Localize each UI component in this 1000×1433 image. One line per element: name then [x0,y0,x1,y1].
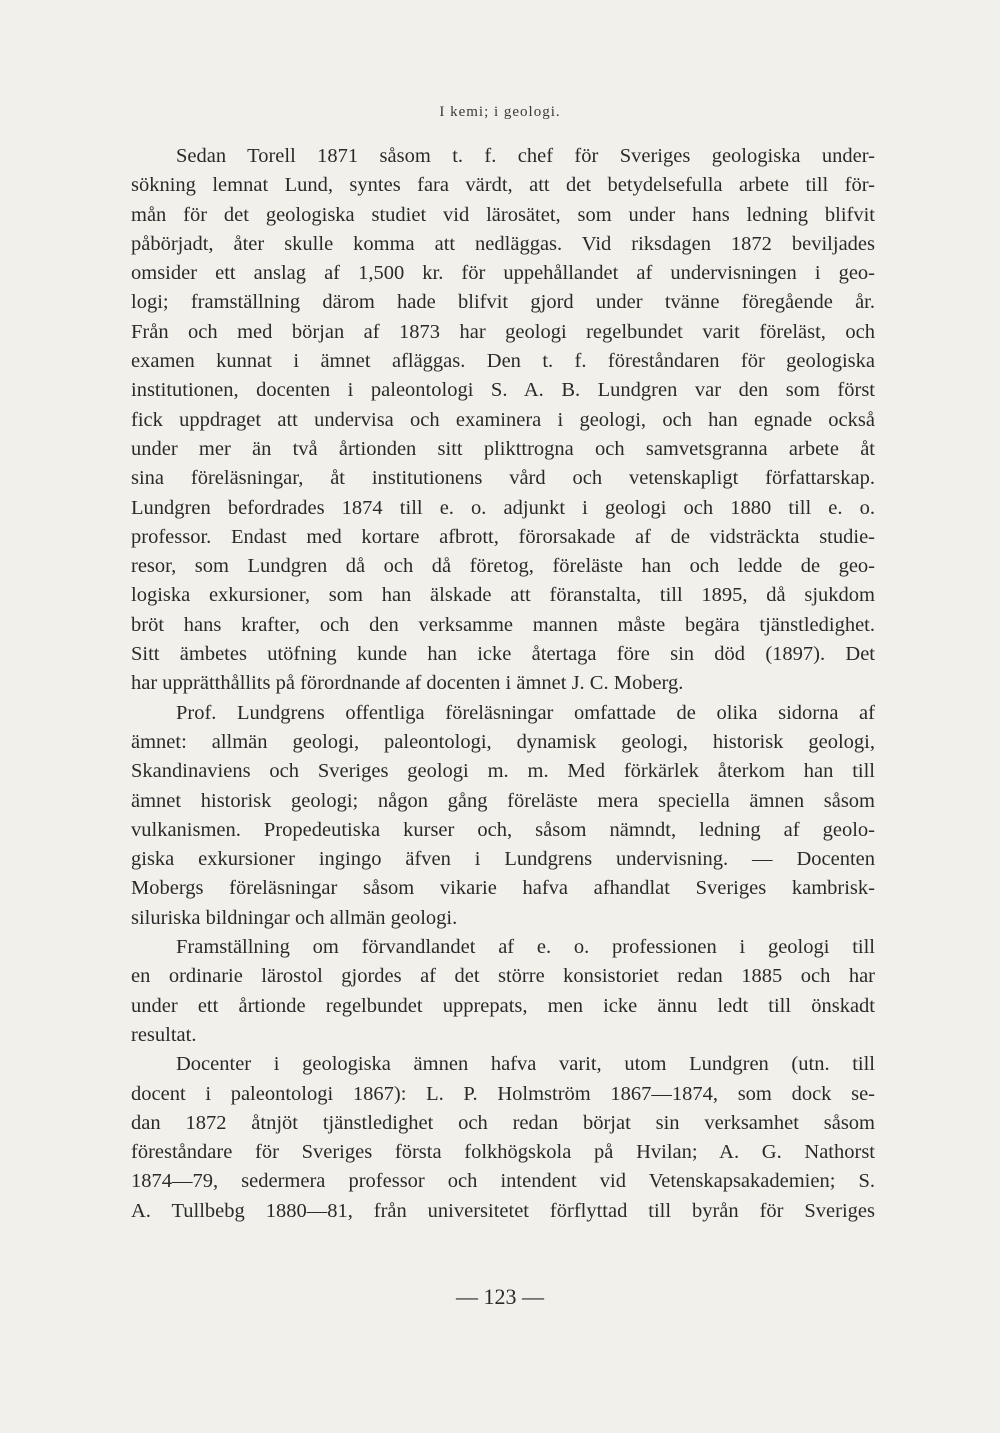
text-line: resultat. [131,1023,197,1046]
text-line: under mer än två årtionden sitt plikttrogna och samvetsgranna arbete åt [131,437,875,460]
text-line: har upprätthållits på förordnande af docenten i ämnet J. C. Moberg. [131,672,684,695]
text-line: en ordinarie lärostol gjordes af det större konsistoriet redan 1885 och har [131,965,875,988]
text-line: ämnet: allmän geologi, paleontologi, dynamisk geologi, historisk geologi, [131,730,875,753]
text-line: dan 1872 åtnjöt tjänstledighet och redan börjat sin verksamhet såsom [131,1111,875,1134]
page-number: — 123 — [456,1284,544,1309]
text-line: fick uppdraget att undervisa och examinera i geologi, och han egnade också [131,408,875,431]
text-line: vulkanismen. Propedeutiska kurser och, såsom nämndt, ledning af geolo- [131,818,875,841]
text-line: omsider ett anslag af 1,500 kr. för uppehållandet af undervisningen i geo- [131,262,875,285]
text-line: institutionen, docenten i paleontologi S. A. B. Lundgren var den som först [131,379,875,402]
text-line: 1874—79, sedermera professor och intendent vid Vetenskapsakademien; S. [131,1170,875,1193]
text-line: professor. Endast med kortare afbrott, förorsakade af de vidsträckta studie- [131,525,875,548]
text-line: A. Tullbebg 1880—81, från universitetet förflyttad till byrån för Sveriges [131,1199,875,1222]
text-line: Sedan Torell 1871 såsom t. f. chef för Sveriges geologiska under- [176,145,875,167]
text-line: resor, som Lundgren då och då företog, föreläste han och ledde de geo- [131,555,875,578]
text-line: docent i paleontologi 1867): L. P. Holmström 1867—1874, som dock se- [131,1082,875,1105]
text-line: Lundgren befordrades 1874 till e. o. adjunkt i geologi och 1880 till e. o. [131,496,875,519]
text-line: sina föreläsningar, åt institutionens vård och vetenskapligt författarskap. [131,467,875,490]
body-text [131,142,875,1226]
text-line: Mobergs föreläsningar såsom vikarie hafva afhandlat Sveriges kambrisk- [131,877,875,900]
text-line: Docenter i geologiska ämnen hafva varit, utom Lundgren (utn. till [176,1053,875,1076]
text-line: mån för det geologiska studiet vid lärosätet, som under hans ledning blifvit [131,203,875,226]
text-line: Prof. Lundgrens offentliga föreläsningar omfattade de olika sidorna af [176,701,875,724]
text-line: ämnet historisk geologi; någon gång föreläste mera speciella ämnen såsom [131,789,875,812]
text-line: giska exkursioner ingingo äfven i Lundgrens undervisning. — Docenten [131,848,875,871]
running-head: I kemi; i geologi. [439,104,561,120]
text-line: Framställning om förvandlandet af e. o. professionen i geologi till [176,936,875,959]
text-line: Sitt ämbetes utöfning kunde han icke återtaga före sin död (1897). Det [131,643,875,666]
text-line: Skandinaviens och Sveriges geologi m. m. Med förkärlek återkom han till [131,760,875,783]
text-line: examen kunnat i ämnet afläggas. Den t. f. föreståndaren för geologiska [131,350,875,373]
text-line: under ett årtionde regelbundet upprepats, men icke ännu ledt till önskadt [131,994,875,1017]
text-line: logiska exkursioner, som han älskade att föranstalta, till 1895, då sjukdom [131,584,875,607]
text-line: bröt hans krafter, och den verksamme mannen måste begära tjänstledighet. [131,613,875,636]
text-line: föreståndare för Sveriges första folkhögskola på Hvilan; A. G. Nathorst [131,1141,875,1164]
text-line: sökning lemnat Lund, syntes fara värdt, att det betydelsefulla arbete till för- [131,174,875,197]
text-line: logi; framställning därom hade blifvit gjord under tvänne föregående år. [131,291,875,314]
text-line: siluriska bildningar och allmän geologi. [131,906,458,929]
text-line: påbörjadt, åter skulle komma att nedläggas. Vid riksdagen 1872 beviljades [131,232,875,255]
text-line: Från och med början af 1873 har geologi regelbundet varit föreläst, och [131,320,875,343]
